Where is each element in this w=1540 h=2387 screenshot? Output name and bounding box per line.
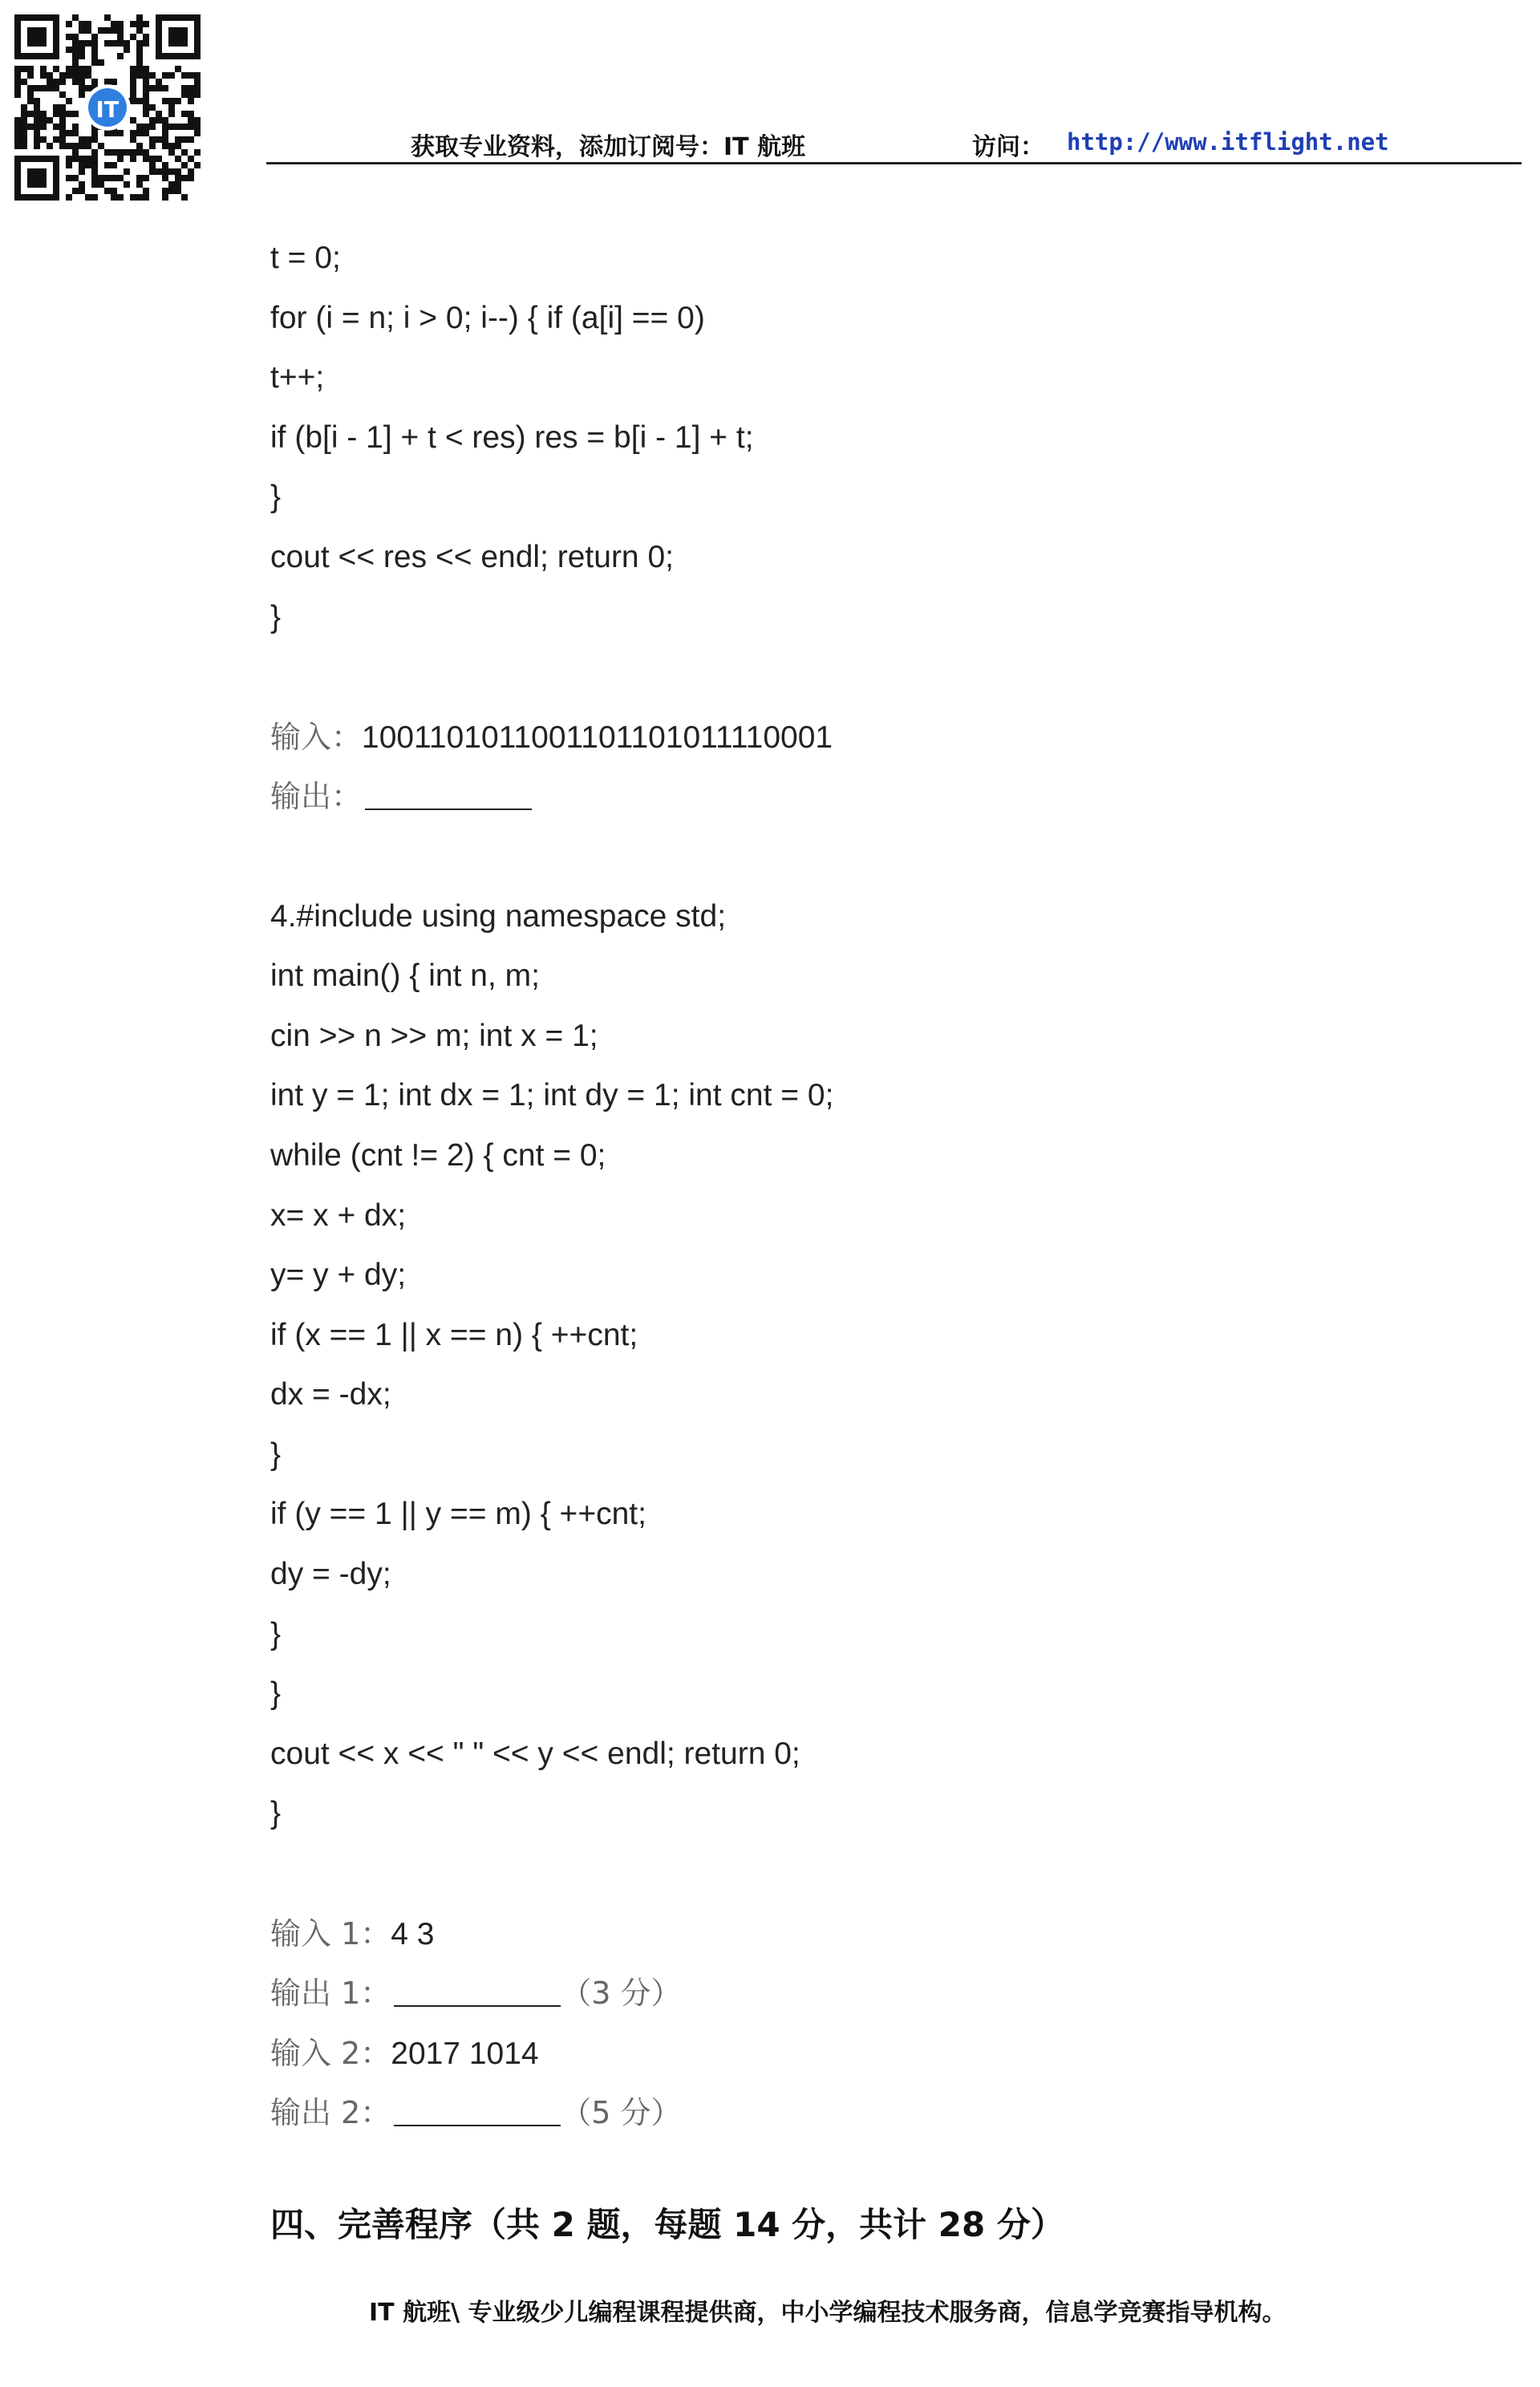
code-line: if (x == 1 || x == n) { ++cnt; (270, 1317, 638, 1352)
io2-input1-value: 4 3 (391, 1916, 435, 1951)
io1-output-label: 输出： (270, 779, 363, 815)
code-line: } (270, 599, 282, 634)
answer-blank (394, 2091, 561, 2126)
io1-output-line (270, 767, 1473, 827)
code-line: cout << x << " " << y << endl; return 0; (270, 1736, 800, 1771)
io2-output2-score: （5 分） (561, 2095, 682, 2131)
io1-input-value: 1001101011001101101011110001 (362, 719, 833, 755)
io2-input1-line (270, 1904, 1473, 1964)
answer-blank (365, 775, 532, 810)
code-block-1 (270, 229, 1473, 647)
code-line: 4.#include using namespace std; (270, 898, 727, 934)
code-line: int y = 1; int dx = 1; int dy = 1; int cnt = 0; (270, 1078, 834, 1113)
io2-input2-label: 输入 2： (270, 2035, 391, 2071)
qr-code-image (14, 14, 201, 201)
section-title: 四、完善程序（共 2 题，每题 14 分，共计 28 分） (270, 2205, 1064, 2244)
code-line: t = 0; (270, 241, 341, 275)
code-line: cin >> n >> m; int x = 1; (270, 1018, 598, 1053)
code-line: y= y + dy; (270, 1258, 407, 1293)
code-line: } (270, 480, 282, 515)
answer-blank (394, 1972, 561, 2007)
code-line: for (i = n; i > 0; i--) { if (a[i] == 0) (270, 300, 705, 335)
page-footer: IT 航班\ 专业级少儿编程课程提供商，中小学编程技术服务商，信息学竞赛指导机构。 (369, 2299, 1287, 2327)
header-url-link[interactable]: http://www.itflight.net (1067, 128, 1389, 156)
document-body (270, 229, 1473, 2143)
io2-output1-label: 输出 1： (270, 1976, 391, 2012)
io1-input-line (270, 707, 1473, 768)
code-block-2 (270, 887, 1473, 1845)
io2-output2-line (270, 2083, 1473, 2143)
code-line: } (270, 1676, 282, 1712)
header-subscribe-text: 获取专业资料，添加订阅号：IT 航班 (411, 133, 806, 161)
page-header (266, 120, 1522, 164)
code-line: } (270, 1437, 282, 1472)
qr-logo-text: IT (95, 98, 120, 123)
io2-input1-label: 输入 1： (270, 1915, 391, 1951)
io2-input2-line (270, 2024, 1473, 2084)
code-line: } (270, 1796, 282, 1831)
io1-input-label: 输入： (270, 719, 363, 755)
code-line: while (cnt != 2) { cnt = 0; (270, 1137, 606, 1173)
header-visit-label: 访问： (972, 133, 1044, 161)
code-line: x= x + dx; (270, 1198, 407, 1233)
io2-output1-line (270, 1964, 1473, 2024)
io2-output1-score: （3 分） (561, 1976, 682, 2012)
code-line: if (b[i - 1] + t < res) res = b[i - 1] + t; (270, 419, 754, 455)
code-line: dy = -dy; (270, 1557, 391, 1592)
code-line: int main() { int n, m; (270, 958, 540, 994)
code-line: t++; (270, 360, 325, 395)
io2-input2-value: 2017 1014 (391, 2036, 539, 2071)
code-line: } (270, 1616, 282, 1651)
io2-output2-label: 输出 2： (270, 2095, 391, 2131)
code-line: if (y == 1 || y == m) { ++cnt; (270, 1497, 646, 1532)
code-line: dx = -dx; (270, 1377, 391, 1412)
code-line: cout << res << endl; return 0; (270, 539, 674, 574)
